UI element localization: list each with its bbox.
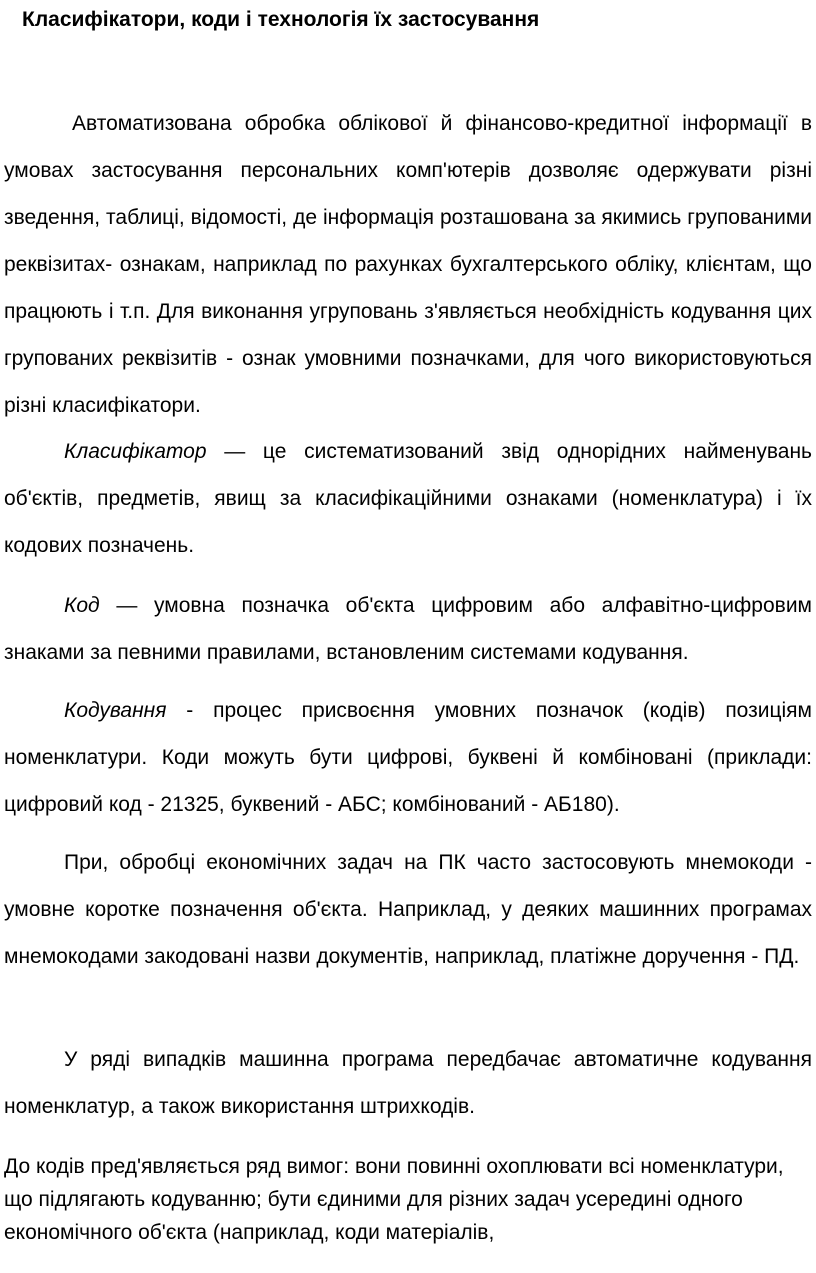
document-title: Класифікатори, коди і технологія їх застосування: [22, 8, 540, 31]
paragraph-autocoding: [4, 1036, 812, 1130]
term-coding: Кодування: [64, 699, 167, 722]
term-code: Код: [64, 594, 100, 617]
paragraph-intro: [4, 100, 812, 429]
paragraph-mnemocodes-text: При, обробці економічних задач на ПК часто застосовують мнемокоди - умовне коротке позначення об'єкта. Наприклад, у деяких машинних програмах мнемокодами закодовані назви документів, наприклад, платіжне доручення - ПД.: [4, 851, 812, 968]
paragraph-classifier-text: — це систематизований звід однорідних найменувань об'єктів, предметів, явищ за класифікаційними ознаками (номенклатура) і їх кодових позначень.: [4, 440, 812, 557]
paragraph-code: [4, 582, 812, 676]
paragraph-requirements-text: До кодів пред'являється ряд вимог: вони повинні охоплювати всі номенклатури, що підлягають кодуванню; бути єдиними для різних задач усередині одного економічного об'єкта (наприклад, коди матеріалів,: [4, 1155, 784, 1244]
paragraph-coding-text: - процес присвоєння умовних позначок (кодів) позиціям номенклатури. Коди можуть бути цифрові, буквені й комбіновані (приклади: цифровий код - 21325, буквений - АБС; комбінований - АБ180).: [4, 699, 812, 816]
paragraph-classifier: [4, 428, 812, 569]
paragraph-autocoding-text: У ряді випадків машинна програма передбачає автоматичне кодування номенклатур, а також використання штрихкодів.: [4, 1048, 812, 1118]
paragraph-coding: [4, 687, 812, 828]
paragraph-mnemocodes: [4, 839, 812, 980]
paragraph-requirements: [4, 1150, 812, 1249]
term-classifier: Класифікатор: [64, 440, 207, 463]
paragraph-code-text: — умовна позначка об'єкта цифровим або алфавітно-цифровим знаками за певними правилами, встановленим системами кодування.: [4, 594, 812, 664]
paragraph-intro-text: Автоматизована обробка облікової й фінансово-кредитної інформації в умовах застосування персональних комп'ютерів дозволяє одержувати різні зведення, таблиці, відомості, де інформація розташована за якимись групованими реквізитах- ознакам, наприклад по рахунках бухгалтерського обліку, клієнтам, що працюють і т.п. Для виконання угруповань з'являється необхідність кодування цих групованих реквізитів - ознак умовними позначками, для чого використовуються різні класифікатори.: [4, 112, 812, 417]
